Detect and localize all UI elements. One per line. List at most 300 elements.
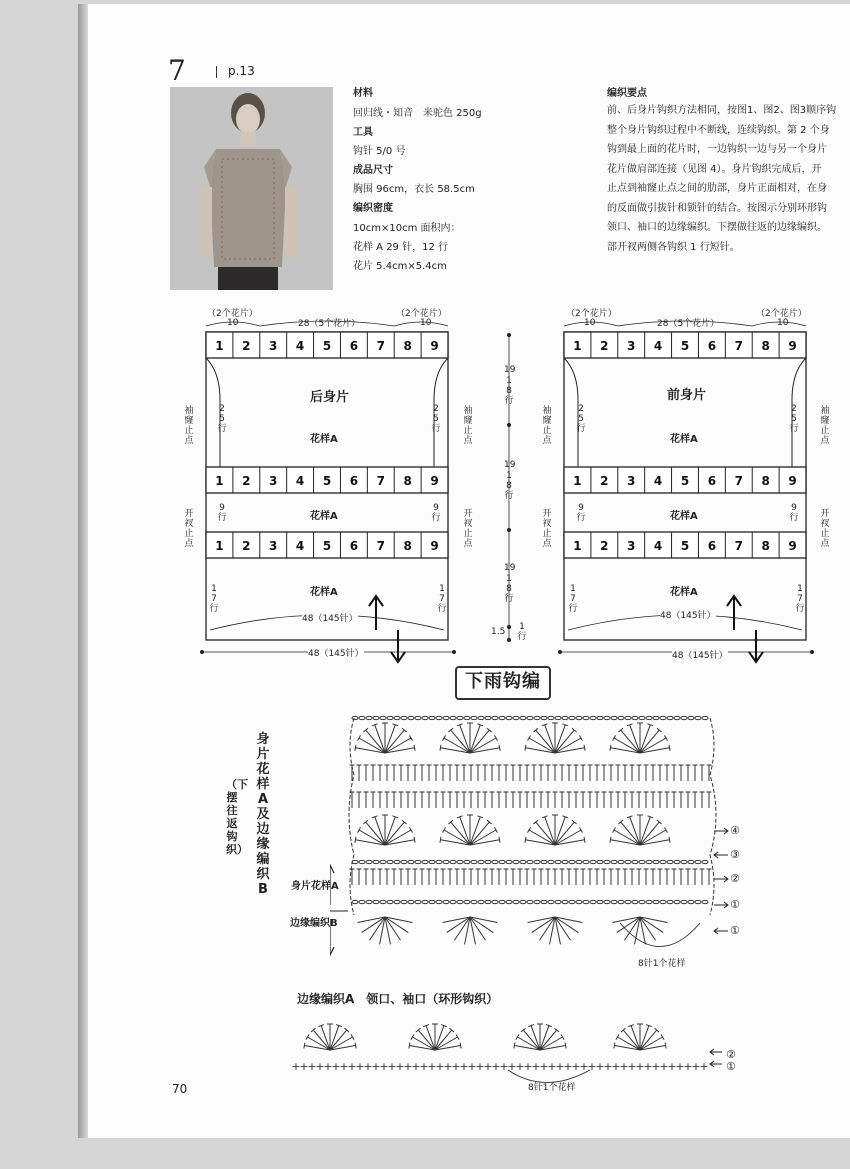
chain-stitch: [387, 860, 393, 863]
chain-stitch: [513, 900, 519, 903]
size-text: 胸围 96cm，衣长 58.5cm: [353, 184, 475, 195]
motif-number: 5: [322, 474, 332, 488]
chain-stitch: [373, 860, 379, 863]
chain-stitch: [408, 900, 414, 903]
chain-stitch: [562, 716, 568, 719]
fan-stitch: [451, 822, 470, 845]
single-crochet: +: [603, 1060, 613, 1073]
chain-stitch: [457, 716, 463, 719]
fan-stitch: [555, 725, 565, 753]
motif-number: 5: [680, 539, 690, 553]
fan-stitch: [621, 822, 640, 845]
chain-stitch: [408, 860, 414, 863]
fan-stitch: [443, 827, 446, 832]
rows-17-label: 17行: [209, 584, 219, 614]
fan-stitch: [443, 735, 446, 740]
single-crochet: +: [531, 1060, 541, 1073]
top-mid-label: 28（5个花片）: [657, 319, 720, 329]
fan-stitch: [613, 827, 616, 832]
single-crochet: +: [379, 1060, 389, 1073]
single-crochet: +: [699, 1060, 709, 1073]
pattern-a-label: 花样A: [670, 511, 698, 522]
fan-stitch: [536, 822, 555, 845]
chain-stitch: [653, 900, 659, 903]
chain-stitch: [548, 860, 554, 863]
fan-stitch: [640, 1026, 649, 1050]
row-label: ②: [730, 872, 740, 885]
motif-number: 1: [573, 539, 582, 553]
fan-stitch: [385, 822, 404, 845]
chain-stitch: [394, 900, 400, 903]
fan-stitch: [555, 730, 574, 753]
row-label: ④: [730, 824, 740, 837]
fan-stitch: [321, 1026, 330, 1050]
chain-stitch: [541, 860, 547, 863]
rows-17-label: 17行: [568, 584, 578, 614]
chain-stitch: [674, 860, 680, 863]
motif-number: 5: [322, 339, 332, 353]
chain-stitch: [625, 900, 631, 903]
chain-stitch: [422, 860, 428, 863]
chain-stitch: [583, 860, 589, 863]
chain-stitch: [359, 716, 365, 719]
chain-stitch: [618, 900, 624, 903]
chain-stitch: [373, 716, 379, 719]
single-crochet: +: [347, 1060, 357, 1073]
size-heading: 成品尺寸: [353, 165, 393, 176]
chain-stitch: [632, 860, 638, 863]
single-crochet: +: [611, 1060, 621, 1073]
chain-stitch: [576, 900, 582, 903]
fan-stitch: [610, 837, 611, 843]
single-crochet: +: [507, 1060, 517, 1073]
chain-stitch: [583, 900, 589, 903]
single-crochet: +: [691, 1060, 701, 1073]
chain-stitch: [394, 716, 400, 719]
dimension-dot: [507, 333, 511, 337]
points-line: 部开衩两侧各钩织 1 行短针。: [607, 241, 740, 253]
motif-number: 2: [600, 539, 609, 553]
motif-number: 2: [600, 339, 609, 353]
fan-stitch: [630, 817, 640, 845]
motif-number: 9: [430, 474, 439, 488]
chain-stitch: [464, 900, 470, 903]
chain-stitch: [527, 716, 533, 719]
fan-stitch: [355, 1043, 356, 1049]
chain-stitch: [590, 716, 596, 719]
chain-stitch: [688, 900, 694, 903]
chain-stitch: [555, 860, 561, 863]
fan-stitch: [351, 1034, 354, 1039]
chain-stitch: [478, 900, 484, 903]
chain-stitch: [366, 860, 372, 863]
fan-stitch: [304, 1043, 305, 1049]
chain-stitch: [387, 716, 393, 719]
motif-number: 7: [376, 474, 385, 488]
chain-edge: [349, 718, 354, 915]
fan-stitch: [499, 745, 500, 751]
fan-stitch: [306, 1034, 309, 1039]
single-crochet: +: [475, 1060, 485, 1073]
chain-stitch: [450, 716, 456, 719]
fan-stitch: [579, 735, 582, 740]
fan-stitch: [514, 1043, 515, 1049]
slit-stop-label: 开衩止点: [184, 509, 194, 549]
motif-number: 7: [376, 539, 385, 553]
chain-stitch: [506, 860, 512, 863]
motif-number: 2: [242, 474, 251, 488]
single-crochet: +: [667, 1060, 677, 1073]
fan-stitch: [385, 817, 395, 845]
chain-stitch: [632, 716, 638, 719]
fan-stitch: [494, 827, 497, 832]
fan-stitch: [525, 837, 526, 843]
chain-stitch: [415, 716, 421, 719]
single-crochet: +: [387, 1060, 397, 1073]
single-crochet: +: [315, 1060, 325, 1073]
center-18-label: 18行: [504, 376, 514, 406]
single-crochet: +: [467, 1060, 477, 1073]
chain-stitch: [583, 716, 589, 719]
fan-stitch: [614, 1043, 615, 1049]
chain-stitch: [646, 900, 652, 903]
chain-stitch: [429, 860, 435, 863]
top-side-number: 10: [584, 318, 596, 328]
motif-number: 9: [788, 339, 797, 353]
dim-dot: [452, 650, 456, 654]
gauge-line: 花样 A 29 针，12 行: [353, 242, 449, 253]
fan-stitch: [555, 822, 574, 845]
chain-stitch: [415, 900, 421, 903]
motif-number: 2: [600, 474, 609, 488]
fan-stitch: [385, 730, 404, 753]
fan-stitch: [456, 1034, 459, 1039]
header-divider: [216, 66, 217, 78]
row-label: ③: [730, 848, 740, 861]
top-mid-label: 28（5个花片）: [298, 319, 361, 329]
chain-stitch: [632, 900, 638, 903]
chain-stitch: [611, 716, 617, 719]
single-crochet: +: [427, 1060, 437, 1073]
fan-stitch: [366, 730, 385, 753]
fan-stitch: [451, 730, 470, 753]
motif-number: 1: [215, 339, 224, 353]
motif-number: 6: [707, 539, 717, 553]
motif-number: 3: [627, 539, 636, 553]
single-crochet: +: [619, 1060, 629, 1073]
chain-stitch: [646, 716, 652, 719]
dim-dot: [810, 650, 814, 654]
chain-stitch: [485, 860, 491, 863]
fan-stitch: [584, 745, 585, 751]
slit-stop-label: 开衩止点: [463, 509, 473, 549]
gauge-line: 花片 5.4cm×5.4cm: [353, 261, 447, 272]
chain-stitch: [555, 900, 561, 903]
chain-stitch: [597, 900, 603, 903]
chain-stitch: [527, 900, 533, 903]
chain-stitch: [562, 900, 568, 903]
dim-dot: [200, 650, 204, 654]
fan-stitch: [669, 745, 670, 751]
chain-stitch: [674, 900, 680, 903]
fan-stitch: [669, 837, 670, 843]
chain-stitch: [618, 716, 624, 719]
fan-stitch: [528, 827, 531, 832]
chain-stitch: [366, 716, 372, 719]
center-18-label: 18行: [504, 471, 514, 501]
chain-stitch: [597, 716, 603, 719]
single-crochet: +: [451, 1060, 461, 1073]
chain-stitch: [534, 716, 540, 719]
points-line: 钩到最上面的花片时，一边钩织一边与另一个身片: [607, 144, 827, 155]
chain-stitch: [429, 716, 435, 719]
chain-stitch: [464, 716, 470, 719]
crochet-chart-a-b: [330, 705, 750, 975]
single-crochet: +: [683, 1060, 693, 1073]
single-crochet: +: [523, 1060, 533, 1073]
chain-stitch: [520, 716, 526, 719]
top-side-number: 10: [227, 318, 239, 328]
fan-stitch: [358, 735, 361, 740]
motif-number: 8: [403, 339, 412, 353]
fan-stitch: [440, 745, 441, 751]
single-crochet: +: [483, 1060, 493, 1073]
chain-stitch: [471, 900, 477, 903]
chain-stitch: [688, 860, 694, 863]
fan-stitch: [536, 730, 555, 753]
watermark-text: 下雨钩编: [465, 671, 541, 692]
single-crochet: +: [555, 1060, 565, 1073]
motif-number: 6: [349, 539, 359, 553]
rows-17-label: 17行: [437, 584, 447, 614]
chain-stitch: [667, 900, 673, 903]
chain-stitch: [534, 860, 540, 863]
fan-stitch: [540, 1026, 549, 1050]
chain-stitch: [499, 716, 505, 719]
motif-number: 6: [349, 474, 359, 488]
motif-number: 8: [761, 474, 770, 488]
motif-number: 1: [215, 474, 224, 488]
chain-stitch: [352, 716, 358, 719]
chain-stitch: [688, 716, 694, 719]
arrow-head: [330, 947, 334, 955]
chain-stitch: [464, 860, 470, 863]
edge-label: 边缘编织B: [290, 918, 338, 929]
chain-stitch: [513, 860, 519, 863]
points-line: 前、后身片钩织方法相同，按图1、图2、图3顺序钩: [607, 105, 837, 116]
chain-stitch: [653, 716, 659, 719]
tools-heading: 工具: [353, 127, 373, 138]
chain-stitch: [443, 860, 449, 863]
chain-stitch: [702, 716, 708, 719]
chain-stitch: [534, 900, 540, 903]
chain-stitch: [667, 716, 673, 719]
chain-stitch: [436, 860, 442, 863]
row-label: ①: [730, 898, 740, 911]
fan-stitch: [375, 725, 385, 753]
single-crochet: +: [299, 1060, 309, 1073]
rows-25-label: 25行: [217, 404, 227, 434]
fan-stitch: [460, 725, 470, 753]
edge-a-title: 边缘编织A 领口、袖口（环形钩织）: [297, 992, 499, 1006]
chain-stitch: [590, 860, 596, 863]
fan-stitch: [640, 817, 650, 845]
points-line: 整个身片钩织过程中不断线，连续钩织。第 2 个身: [607, 124, 830, 136]
chain-stitch: [569, 900, 575, 903]
chain-stitch: [695, 860, 701, 863]
chain-stitch: [548, 900, 554, 903]
gauge-heading: 编织密度: [353, 203, 393, 214]
model-photo: [170, 87, 333, 290]
single-crochet: +: [547, 1060, 557, 1073]
chain-edge: [710, 718, 716, 915]
chain-stitch: [436, 900, 442, 903]
single-crochet: +: [491, 1060, 501, 1073]
pattern-a-label: 花样A: [310, 511, 338, 522]
chain-stitch: [576, 860, 582, 863]
page-number: 70: [172, 1082, 188, 1096]
center-19-label: 19: [504, 460, 516, 470]
single-crochet: +: [675, 1060, 685, 1073]
motif-number: 5: [680, 339, 690, 353]
pattern-a-label: 花样A: [670, 587, 698, 598]
chain-stitch: [653, 860, 659, 863]
chain-stitch: [646, 860, 652, 863]
chain-stitch: [394, 860, 400, 863]
chain-stitch: [457, 900, 463, 903]
fan-stitch: [545, 817, 555, 845]
single-crochet: +: [595, 1060, 605, 1073]
single-crochet: +: [403, 1060, 413, 1073]
single-crochet: +: [411, 1060, 421, 1073]
rows-9-label: 9行: [431, 503, 441, 523]
fan-stitch: [631, 1026, 640, 1050]
fan-stitch: [470, 822, 489, 845]
slit-stop-label: 开衩止点: [542, 509, 552, 549]
motif-number: 8: [761, 339, 770, 353]
pattern-number: 7: [168, 54, 186, 87]
chain-stitch: [513, 716, 519, 719]
fan-stitch: [640, 822, 659, 845]
motif-number: 2: [242, 339, 251, 353]
motif-number: 3: [627, 339, 636, 353]
chain-stitch: [352, 900, 358, 903]
gauge-line: 10cm×10cm 面积内：: [353, 223, 461, 234]
single-crochet: +: [339, 1060, 349, 1073]
fan-stitch: [545, 725, 555, 753]
chain-stitch: [604, 860, 610, 863]
chain-stitch: [401, 716, 407, 719]
slit-stop-label: 开衩止点: [820, 509, 830, 549]
single-crochet: +: [363, 1060, 373, 1073]
rows-9-label: 9行: [576, 503, 586, 523]
chain-stitch: [401, 860, 407, 863]
chain-stitch: [695, 716, 701, 719]
top-side-label: （2个花片）: [566, 309, 617, 319]
chain-stitch: [611, 900, 617, 903]
chain-stitch: [639, 716, 645, 719]
fan-stitch: [435, 1026, 444, 1050]
dim-dot: [558, 650, 562, 654]
chain-stitch: [492, 860, 498, 863]
repeat-bracket: [620, 923, 700, 947]
chain-stitch: [485, 716, 491, 719]
fan-stitch: [664, 735, 667, 740]
center-19-label: 19: [504, 365, 516, 375]
chain-stitch: [660, 900, 666, 903]
materials-text: 回归线・知音 米驼色 250g: [353, 108, 482, 119]
motif-number: 7: [376, 339, 385, 353]
fan-stitch: [409, 1043, 410, 1049]
chain-stitch: [436, 716, 442, 719]
motif-number: 2: [242, 539, 251, 553]
top-side-label: （2个花片）: [207, 309, 258, 319]
rows-25-label: 25行: [431, 404, 441, 434]
single-crochet: +: [435, 1060, 445, 1073]
single-crochet: +: [539, 1060, 549, 1073]
chain-stitch: [499, 900, 505, 903]
rows-9-label: 9行: [217, 503, 227, 523]
motif-number: 3: [627, 474, 636, 488]
motif-number: 6: [349, 339, 359, 353]
single-crochet: +: [571, 1060, 581, 1073]
motif-number: 7: [734, 539, 743, 553]
chain-stitch: [373, 900, 379, 903]
fan-stitch: [355, 837, 356, 843]
single-crochet: +: [291, 1060, 301, 1073]
hem-inner-width: 48（145针）: [302, 611, 358, 624]
chain-stitch: [359, 900, 365, 903]
fan-stitch: [640, 730, 659, 753]
fan-stitch: [385, 725, 395, 753]
chain-stitch: [485, 900, 491, 903]
chain-stitch: [681, 716, 687, 719]
top-side-label: （2个花片）: [756, 309, 807, 319]
chain-stitch: [471, 716, 477, 719]
points-heading: 编织要点: [607, 88, 647, 99]
chain-stitch: [450, 900, 456, 903]
fan-stitch: [460, 817, 470, 845]
motif-number: 9: [430, 539, 439, 553]
chain-stitch: [555, 716, 561, 719]
motif-number: 8: [761, 539, 770, 553]
points-line: 领口、袖口的边缘编织。下摆做往返的边缘编织。: [607, 222, 827, 233]
motif-number: 7: [734, 339, 743, 353]
motif-number: 5: [680, 474, 690, 488]
single-crochet: +: [371, 1060, 381, 1073]
chain-stitch: [492, 900, 498, 903]
chain-stitch: [457, 860, 463, 863]
chain-stitch: [576, 716, 582, 719]
front-panel-title: 前身片: [667, 388, 707, 403]
chain-stitch: [520, 900, 526, 903]
motif-number: 1: [573, 339, 582, 353]
chain-stitch: [380, 900, 386, 903]
chain-stitch: [471, 860, 477, 863]
chain-stitch: [415, 860, 421, 863]
single-crochet: +: [307, 1060, 317, 1073]
motif-number: 3: [269, 539, 278, 553]
fan-stitch: [613, 735, 616, 740]
single-crochet: +: [419, 1060, 429, 1073]
chain-stitch: [478, 716, 484, 719]
motif-number: 4: [295, 474, 305, 488]
chain-stitch: [618, 860, 624, 863]
single-crochet: +: [635, 1060, 645, 1073]
fan-stitch: [440, 837, 441, 843]
single-crochet: +: [659, 1060, 669, 1073]
chain-stitch: [674, 716, 680, 719]
